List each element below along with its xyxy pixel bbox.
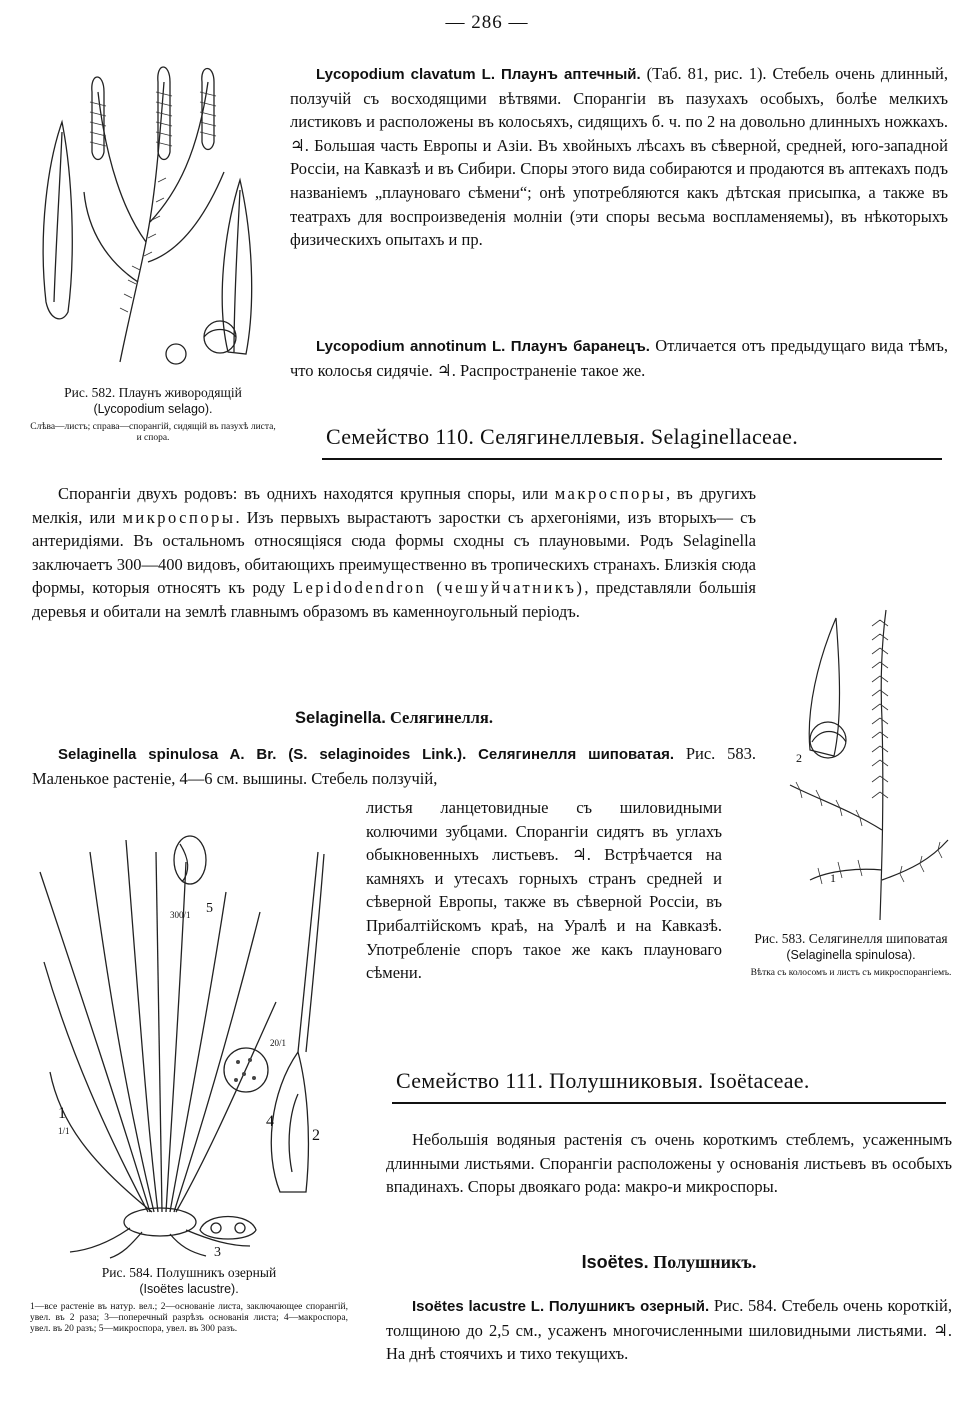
spinulosa-paragraph-rest: листья ланцетовидные съ шиловидными колючими зубцами. Спорангіи сидятъ въ углахъ обыкновенныхъ листьевъ. ♃. Встрѣчается на камняхъ и утесахъ горныхъ странъ средней и сѣверной Европы, также въ сѣверной Россіи, въ Прибалтійскомъ краѣ, на Уралѣ и на Кавказѣ. Употребленіе споръ такое же какъ плаунoваго сѣмени. (366, 798, 722, 983)
genus-isoetes-latin: Isoëtes. (581, 1252, 649, 1272)
annotinum-paragraph (290, 334, 948, 382)
figure-582-caption (28, 384, 278, 444)
selaginella-intro-p3: . Изъ первыхъ вырастаютъ заростки съ архегоніями, изъ вторыхъ— съ антеридіями. Въ остальномъ относящіяся сюда формы сходны съ плауновыми. Родъ Selaginella заключаетъ 300—400 видовъ, обитающихъ преимущественно въ тропическихъ странахъ. Близкія сюда формы, которыя относятъ къ роду (32, 507, 757, 598)
lacustre-text: Рис. 584. Стебель очень короткій, толщиною до 2,5 см., усаженъ многочисленными шиловидными листьями. ♃. На днѣ стоячихъ и тихо текущихъ. (386, 1296, 952, 1364)
selaginella-intro-p1: Спорангіи двухъ родовъ: въ однихъ находятся крупныя споры, или (58, 484, 548, 503)
spinulosa-paragraph-head (32, 742, 756, 790)
genus-isoetes-ru: Полушникъ. (653, 1252, 757, 1272)
family-110-rule (322, 458, 942, 460)
figure-584-label-3: 3 (214, 1245, 221, 1260)
figure-583-latin: (Selaginella spinulosa). (786, 948, 916, 962)
selaginella-intro-p2: , въ другихъ мелкія, или (32, 484, 757, 527)
figure-584-mag-300: 300/1 (170, 910, 191, 920)
family-111-heading: Семейство 111. Полушниковыя. Isoëtaceae. (396, 1068, 810, 1093)
figure-582-illustration (28, 62, 278, 380)
figure-584-caption (30, 1264, 348, 1335)
makrospory-term: макроспоры (554, 484, 667, 503)
genus-isoetes-heading (386, 1252, 952, 1273)
figure-584-label-4: 4 (266, 1113, 274, 1130)
figure-584-label-5: 5 (206, 901, 213, 916)
figure-584-mag-1: 1/1 (58, 1126, 70, 1136)
figure-583-note: Вѣтка съ колосомъ и листъ съ микроспорангіемъ. (750, 968, 952, 978)
clavatum-paragraph (290, 62, 948, 252)
figure-584-illustration (30, 832, 350, 1260)
figure-584-label-2: 2 (312, 1127, 320, 1144)
annotinum-text: Отличается отъ предыдущаго вида тѣмъ, что колосья сидячіе. ♃. Распространеніе такое же. (290, 336, 949, 380)
figure-582-latin: (Lycopodium selago). (93, 402, 213, 416)
figure-583-label-2: 2 (796, 751, 802, 765)
figure-584-note: 1—все растеніе въ натур. вел.; 2—основаніе листа, заключающее спорангій, увел. въ 2 раза; 3—поперечный разрѣзъ основанія листа; 4—макроспора, увел. въ 20 разъ; 5—микроспора, увел. въ 300 разъ. (30, 1302, 348, 1334)
figure-582-note: Слѣва—листъ; справа—спорангій, сидящій въ пазухѣ листа, и спора. (30, 422, 276, 443)
lepidodendron-term: Lepidodendron (чешуйчатникъ) (292, 578, 585, 598)
figure-583-title: Рис. 583. Селягинелля шиповатая (754, 931, 948, 946)
selaginella-intro (32, 482, 756, 624)
figure-584-latin: (Isoëtes lacustre). (139, 1282, 239, 1296)
clavatum-heading: Lycopodium clavatum L. Плаунъ аптечный. (316, 66, 641, 83)
figure-583-caption (744, 930, 958, 979)
clavatum-text: (Таб. 81, рис. 1). Стебель очень длинный, ползучій съ восходящими вѣтвями. Спорангіи въ пазухахъ особыхъ, болѣе мелкихъ листиковъ и расположены въ колосьяхъ, сидящихъ б. ч. по 2 на довольно длинныхъ ножкахъ. ♃. Большая часть Европы и Азіи. Въ хвойныхъ лѣсахъ въ сѣверной, средней, юго-западной Россіи, на Кавказѣ и въ Сибири. Споры этого вида собираются и продаются въ аптекахъ подъ названіемъ „плаунoваго сѣмени“; онѣ употребляются какъ дѣтская присыпка, а также въ театрахъ для воспроизведенія молніи (эти споры весьма воспламеняемы), въ нѣкоторыхъ физическихъ опытахъ и пр. (290, 64, 948, 250)
figure-584-label-1: 1 (58, 1105, 66, 1122)
figure-583-illustration (770, 600, 960, 926)
genus-selaginella-heading (32, 708, 756, 728)
isoetaceae-intro: Небольшія водяныя растенія съ очень короткимъ стеблемъ, усаженнымъ длинными листьями. Спорангіи расположены у основанія листьевъ въ особыхъ впадинахъ. Споры двоякаго рода: макро-и микроспоры. (386, 1130, 952, 1197)
genus-selaginella-latin: Selaginella. (295, 709, 386, 727)
page-number: — 286 — (445, 12, 529, 33)
spinulosa-ru-name: Селягинелля шиповатая. (478, 746, 675, 763)
spinulosa-heading: Selaginella spinulosa A. Br. (S. selaginoides Link.). (58, 746, 467, 763)
lacustre-paragraph (386, 1294, 952, 1366)
annotinum-heading: Lycopodium annotinum L. Плаунъ баранецъ. (316, 338, 650, 355)
genus-selaginella-ru: Селягинелля. (389, 708, 493, 727)
lacustre-heading: Isoëtes lacustre L. Полушникъ озерный. (412, 1298, 710, 1315)
figure-582-title: Рис. 582. Плаунъ живородящій (64, 385, 242, 400)
mikrospory-term: микроспоры (122, 507, 236, 527)
spinulosa-first: Рис. 583. Маленькое растеніе, 4—6 см. вышины. Стебель ползучій, (32, 744, 756, 788)
figure-584-title: Рис. 584. Полушникъ озерный (101, 1265, 277, 1280)
selaginella-intro-p4: , представляли большія деревья и обитали на землѣ главнымъ образомъ въ каменноугольный періодъ. (32, 578, 757, 621)
family-110-heading: Семейство 110. Селягинеллевыя. Selaginellaceae. (326, 424, 799, 449)
figure-583-label-1: 1 (830, 871, 836, 885)
figure-584-mag-20: 20/1 (270, 1038, 287, 1048)
family-111-rule (392, 1102, 946, 1104)
